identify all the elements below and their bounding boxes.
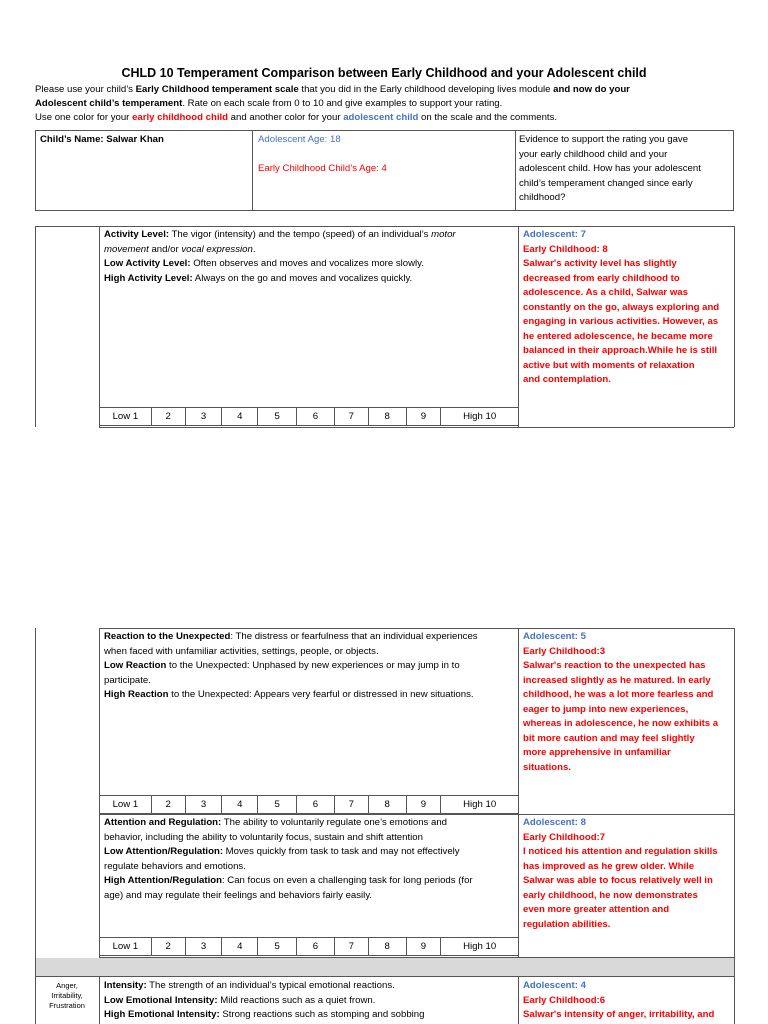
scale-cell[interactable]: 8	[369, 408, 407, 425]
evidence-line: Salwar's reaction to the unexpected has	[523, 660, 706, 671]
attention-low-heading: Low Attention/Regulation:	[104, 846, 224, 857]
scale-cell[interactable]: 2	[152, 408, 186, 425]
evidence-line: bit more caution and may feel slightly	[523, 732, 695, 744]
intro-text: Early Childhood temperament scale	[135, 84, 299, 95]
activity-text: The vigor (intensity) and the tempo (speed) of an individual’s	[169, 229, 432, 240]
intensity-description	[104, 979, 516, 1023]
evidence-header-line: child’s temperament changed since early	[519, 177, 693, 189]
activity-high-heading: High Activity Level:	[104, 272, 193, 284]
activity-adolescent-rating: Adolescent: 7	[523, 229, 586, 240]
evidence-line: decreased from early childhood to	[523, 272, 680, 284]
reaction-text: : The distress or fearfulness that an individual experiences	[230, 631, 478, 642]
reaction-text: participate.	[104, 674, 151, 686]
scale-cell[interactable]: 3	[186, 938, 223, 955]
evidence-header-line: your early childhood child and your	[519, 148, 668, 160]
evidence-line: engaging in various activities. However, as	[523, 316, 719, 327]
activity-text: movement	[104, 243, 149, 255]
evidence-line: Salwar was able to focus relatively well in	[523, 875, 713, 886]
evidence-line: more apprehensive in unfamiliar	[523, 747, 671, 758]
activity-text: Often observes and moves and vocalizes more slowly.	[190, 258, 424, 269]
evidence-line: Salwar's intensity of anger, irritability, and	[523, 1009, 715, 1020]
reaction-heading: Reaction to the Unexpected	[104, 631, 231, 642]
scale-cell[interactable]: High 10	[463, 941, 497, 952]
scale-cell[interactable]: 9	[407, 938, 442, 955]
reaction-text: to the Unexpected: Appears very fearful or distressed in new situations.	[168, 689, 474, 700]
intro-text: and another color for your	[228, 112, 344, 123]
scale-cell[interactable]: 4	[222, 408, 258, 425]
evidence-line: he entered adolescence, he became more	[523, 330, 713, 342]
side-label-line: Anger,	[56, 981, 78, 990]
attention-adolescent-rating: Adolescent: 8	[523, 817, 586, 828]
attention-text: : Can focus on even a challenging task for long periods (for	[221, 875, 473, 886]
page-title: CHLD 10 Temperament Comparison between Early Childhood and your Adolescent child	[121, 66, 647, 80]
evidence-line: situations.	[523, 761, 571, 773]
attention-evidence	[523, 816, 733, 932]
intro-line-1	[35, 83, 735, 97]
intro-text: Please use your child’s	[35, 84, 136, 95]
intro-text: early childhood child	[132, 112, 229, 123]
scale-cell[interactable]: 8	[369, 938, 407, 955]
activity-early-rating: Early Childhood: 8	[523, 243, 608, 255]
attention-description	[104, 816, 516, 903]
evidence-line: and contemplation.	[523, 374, 611, 385]
attention-rating-scale[interactable]	[99, 937, 519, 956]
evidence-line: increased slightly as he matured. In early	[523, 674, 711, 686]
reaction-text: to the Unexpected: Unphased by new experiences or may jump in to	[166, 660, 460, 671]
evidence-line: eager to jump into new experiences,	[523, 703, 689, 715]
activity-text: Always on the go and moves and vocalizes quickly.	[192, 272, 413, 284]
scale-cell[interactable]: 8	[369, 796, 407, 813]
intensity-low-heading: Low Emotional Intensity:	[104, 994, 218, 1006]
early-childhood-age: Early Childhood Child’s Age: 4	[258, 163, 387, 174]
side-label-line: Frustration	[49, 1001, 85, 1010]
attention-text: The ability to voluntarily regulate one’s emotions and	[221, 817, 448, 828]
scale-cell[interactable]: High 10	[463, 411, 497, 422]
intro-text: on the scale and the comments.	[418, 112, 558, 123]
adolescent-age: Adolescent Age: 18	[258, 134, 341, 145]
intro-text: that you did in the Early childhood developing lives module	[298, 84, 554, 95]
evidence-line: whereas in adolescence, he now exhibits a	[523, 718, 719, 729]
intro-line-3	[35, 111, 735, 125]
intro-text: adolescent child	[343, 112, 419, 123]
activity-rating-scale[interactable]	[99, 407, 519, 426]
evidence-header	[519, 133, 731, 206]
activity-description: Activity Level: The vigor (intensity) and the tempo (speed) of an individual’s motor movement and/or vocal expression. Low Activity Level: Often observes and moves and vocalizes more slowly. High Activity Level: Always on the go and moves and vocalizes quickly.	[104, 229, 456, 284]
scale-cell[interactable]: Low 1	[100, 796, 152, 813]
attention-text: Moves quickly from task to task and may not effectively	[223, 846, 460, 857]
scale-cell[interactable]: 5	[258, 796, 297, 813]
side-label-line: Irritability,	[51, 991, 83, 1000]
activity-text: and/or	[148, 243, 182, 255]
evidence-line: regulation abilities.	[523, 918, 611, 930]
scale-cell[interactable]: 6	[297, 408, 335, 425]
activity-heading: Activity Level:	[104, 229, 170, 240]
scale-cell[interactable]: Low 1	[100, 938, 152, 955]
intro-text: Use one color for your	[35, 112, 133, 123]
intro-text: and now do your	[553, 84, 630, 95]
attention-text: regulate behaviors and emotions.	[104, 860, 246, 872]
scale-cell[interactable]: 6	[297, 938, 335, 955]
evidence-line: adolescence. As a child, Salwar was	[523, 287, 688, 298]
attention-text: age) and may regulate their feelings and behaviors fairly easily.	[104, 889, 373, 901]
intro-line-2	[35, 97, 735, 111]
reaction-low-heading: Low Reaction	[104, 660, 167, 671]
scale-cell[interactable]: 7	[335, 938, 369, 955]
attention-text: behavior, including the ability to voluntarily focus, sustain and shift attention	[104, 831, 423, 843]
activity-low-heading: Low Activity Level:	[104, 258, 191, 269]
evidence-header-line: childhood?	[519, 192, 566, 203]
attention-heading: Attention and Regulation:	[104, 817, 222, 828]
intensity-side-label	[37, 981, 97, 1011]
intro-text: Adolescent child’s temperament	[35, 98, 183, 109]
intensity-evidence	[523, 979, 733, 1023]
evidence-line: balanced in their approach.While he is still	[523, 345, 718, 356]
reaction-high-heading: High Reaction	[104, 689, 169, 700]
reaction-text: when faced with unfamiliar activities, settings, people, or objects.	[104, 645, 379, 657]
scale-cell[interactable]: Low 1	[100, 408, 152, 425]
attention-early-rating: Early Childhood:7	[523, 831, 606, 843]
evidence-line: Salwar's activity level has slightly	[523, 258, 677, 269]
scale-cell[interactable]: 5	[258, 408, 297, 425]
intensity-text: The strength of an individual’s typical emotional reactions.	[146, 980, 395, 991]
scale-cell[interactable]: 2	[152, 938, 186, 955]
reaction-description	[104, 630, 516, 703]
evidence-line: childhood, he was a lot more fearless and	[523, 689, 714, 700]
intensity-early-rating: Early Childhood:6	[523, 994, 606, 1006]
intensity-adolescent-rating: Adolescent: 4	[523, 980, 586, 991]
scale-cell[interactable]: 5	[258, 938, 297, 955]
reaction-evidence	[523, 630, 733, 775]
section-separator	[36, 958, 734, 976]
reaction-rating-scale[interactable]	[99, 795, 519, 814]
child-name	[40, 133, 164, 148]
attention-high-heading: High Attention/Regulation	[104, 875, 222, 886]
evidence-header-line: adolescent child. How has your adolescent	[519, 163, 701, 174]
child-name-label: Child’s Name:	[40, 134, 104, 145]
scale-cell[interactable]: 6	[297, 796, 335, 813]
evidence-line: early childhood, he now demonstrates	[523, 889, 698, 901]
evidence-line: I noticed his attention and regulation skills	[523, 846, 718, 857]
activity-text: motor	[431, 229, 456, 240]
scale-cell[interactable]: 2	[152, 796, 186, 813]
scale-cell[interactable]: 9	[407, 408, 442, 425]
reaction-early-rating: Early Childhood:3	[523, 645, 606, 657]
scale-cell[interactable]: 3	[186, 796, 223, 813]
scale-cell[interactable]: 7	[335, 408, 369, 425]
activity-evidence	[523, 228, 733, 388]
evidence-header-line: Evidence to support the rating you gave	[519, 134, 689, 145]
scale-cell[interactable]: 4	[222, 938, 258, 955]
intensity-text: Strong reactions such as stomping and sobbing	[219, 1009, 425, 1020]
evidence-line: has improved as he grew older. While	[523, 860, 695, 872]
reaction-adolescent-rating: Adolescent: 5	[523, 631, 586, 642]
evidence-line: even more greater attention and	[523, 904, 670, 915]
evidence-line: constantly on the go, always exploring and	[523, 301, 720, 313]
scale-cell[interactable]: 9	[407, 796, 442, 813]
child-name-value: Salwar Khan	[106, 134, 164, 145]
scale-cell[interactable]: High 10	[463, 799, 497, 810]
intensity-text: Mild reactions such as a quiet frown.	[217, 994, 376, 1006]
activity-text: vocal expression	[181, 243, 253, 255]
intro-text: . Rate on each scale from 0 to 10 and give examples to support your rating.	[182, 98, 503, 109]
intensity-heading: Intensity:	[104, 980, 147, 991]
scale-cell[interactable]: 7	[335, 796, 369, 813]
evidence-line: active but with moments of relaxation	[523, 359, 695, 371]
scale-cell[interactable]: 4	[222, 796, 258, 813]
intensity-high-heading: High Emotional Intensity:	[104, 1009, 220, 1020]
scale-cell[interactable]: 3	[186, 408, 223, 425]
